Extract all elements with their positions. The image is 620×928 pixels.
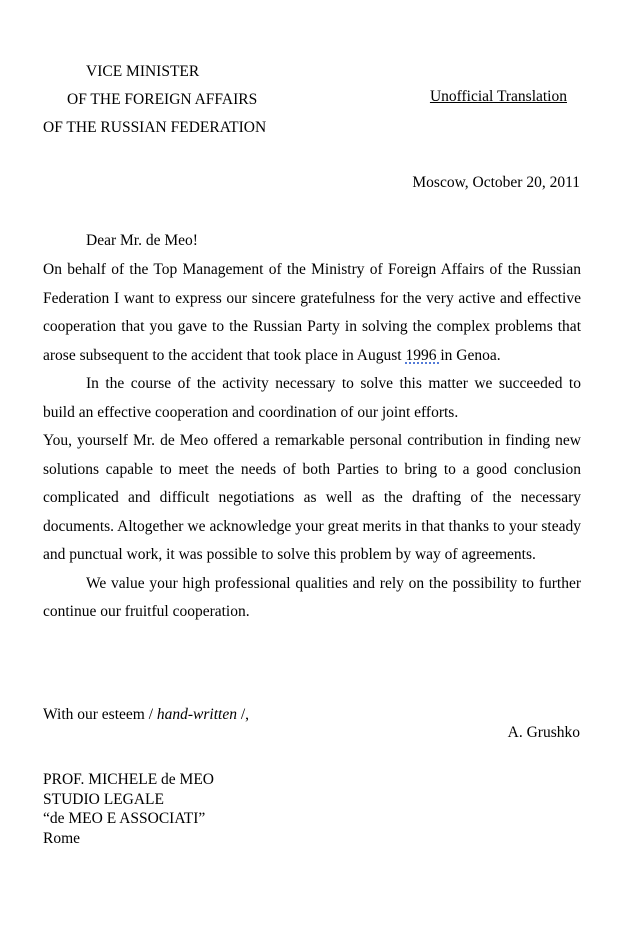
paragraph-1-end: in Genoa. (440, 346, 501, 364)
addressee-line-4: Rome (43, 829, 81, 847)
greeting: Dear Mr. de Meo! (86, 232, 198, 249)
addressee-line-3: “de MEO E ASSOCIATI” (43, 810, 206, 827)
paragraph-1-year: 1996 (405, 346, 441, 364)
closing-line (43, 704, 249, 726)
sender-title-line-1: VICE MINISTER (86, 63, 200, 80)
sender-title-line-2: OF THE FOREIGN AFFAIRS (67, 91, 258, 108)
closing-suffix: /, (236, 706, 250, 723)
sender-title-line-3: OF THE RUSSIAN FEDERATION (43, 119, 267, 136)
sender-block (43, 58, 266, 142)
paragraph-2: In the course of the activity necessary to solve this matter we succeeded to build an effective cooperation and coordination of our joint efforts. (43, 375, 581, 421)
paragraph-1-text: On behalf of the Top Management of the Ministry of Foreign Affairs of the Russian Federation I want to express our sincere gratefulness for the very active and effective cooperation that you gave to the Russian Party in solving the complex problems that arose subsequent to the accident that took place in August (43, 261, 581, 364)
letter-date: Moscow, October 20, 2011 (412, 174, 580, 191)
addressee-line-2: STUDIO LEGALE (43, 790, 164, 808)
closing-prefix: With our esteem / (43, 706, 157, 723)
letter-body (43, 256, 581, 627)
closing-handwritten-note: hand-written (156, 706, 237, 723)
paragraph-4: We value your high professional qualities and rely on the possibility to further continue our fruitful cooperation. (43, 574, 581, 620)
addressee-block (43, 770, 214, 848)
paragraph-3: You, yourself Mr. de Meo offered a remarkable personal contribution in finding new solutions capable to meet the needs of both Parties to bring to a good conclusion complicated and difficult negotiations as well as the drafting of the necessary documents. Altogether we acknowledge your great merits in that thanks to your steady and punctual work, it was possible to solve this problem by way of agreements. (43, 432, 581, 563)
addressee-line-1: PROF. MICHELE de MEO (43, 771, 214, 788)
paragraph-1 (43, 256, 581, 370)
signature-name: A. Grushko (507, 724, 580, 741)
translation-note: Unofficial Translation (429, 88, 567, 105)
